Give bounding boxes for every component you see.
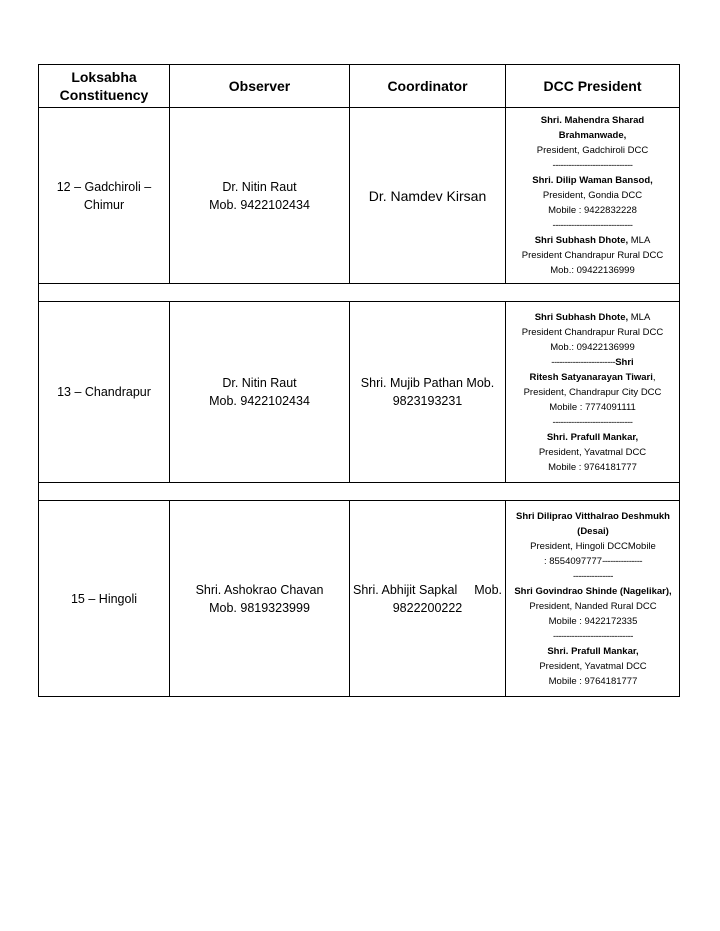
coordinator-name: Shri. Mujib Pathan Mob. 9823193231 [360,376,495,408]
coordinator-name: Dr. Namdev Kirsan [368,187,487,204]
dcc-person-name: Shri. Mahendra Sharad Brahmanwade, [540,115,645,141]
header-dcc-president: DCC President [506,65,680,108]
dcc-person-role: President, Yavatmal DCC [538,446,647,458]
dcc-person-name: Ritesh Satyanarayan Tiwari [529,371,653,383]
dcc-person-role: President, Gadchiroli DCC [536,145,649,156]
observer-name: Dr. Nitin Raut [222,179,297,194]
observers-table [38,64,680,697]
constituency-cell [39,302,170,483]
header-row [39,65,680,108]
separator: ------------------------------ [552,416,633,428]
observer-cell [170,501,350,697]
constituency-text: 12 – Gadchiroli – Chimur [56,179,152,212]
separator: ------------------------------ [552,160,633,171]
table-row [39,108,680,284]
dcc-person-name: Shri. Prafull Mankar, [546,431,639,443]
table-row [39,302,680,483]
dcc-mobile-label: Mobile [627,540,656,552]
dcc-person-mobile: Mobile : 9764181777 [548,461,637,473]
dcc-person-mobile: : 8554097777 [543,555,603,567]
separator: ------------------------------ [553,630,633,642]
dcc-person-name: Shri Subhash Dhote, [534,235,629,246]
header-coordinator: Coordinator [350,65,506,108]
table-row [39,501,680,697]
dcc-person-comma: , [652,371,656,383]
observer-name: Dr. Nitin Raut [222,376,297,390]
dcc-person-mobile: Mobile : 7774091111 [549,401,636,413]
constituency-cell [39,501,170,697]
dcc-person-mobile: Mobile : 9422832228 [548,205,637,216]
dcc-person-mobile: Mobile : 9422172335 [548,615,638,627]
dcc-person-name: Shri Diliprao Vitthalrao Deshmukh (Desai) [516,510,670,537]
dcc-person-role: President, Nanded Rural DCC [529,600,657,612]
dcc-person-name: Shri Subhash Dhote, [534,311,629,323]
separator: --------------- [602,555,643,567]
dcc-president-cell [506,501,680,697]
dcc-person-role: President, Gondia DCC [542,190,643,201]
dcc-person-role: President, Yavatmal DCC [539,660,647,672]
coordinator-cell [350,108,506,284]
coordinator-name: Shri. Abhijit Sapkal [353,582,458,597]
spacer-row [39,483,680,501]
dcc-person-suffix: MLA [628,235,651,246]
observer-cell [170,108,350,284]
dcc-person-mobile: Mob.: 09422136999 [550,341,635,353]
dcc-president-cell [506,302,680,483]
header-observer: Observer [170,65,350,108]
coordinator-cell [350,302,506,483]
observer-name: Shri. Ashokrao Chavan [195,582,324,597]
dcc-person-name: Shri Govindrao Shinde (Nagelikar), [514,585,672,597]
separator: --------------- [573,570,613,582]
coordinator-mobile: 9822200222 [392,600,463,615]
dcc-person-name: Shri. Dilip Waman Bansod, [532,175,653,186]
dcc-person-role: President, Hingoli DCC [530,540,628,552]
dcc-person-role: President Chandrapur Rural DCC [521,250,664,261]
dcc-person-role: President, Chandrapur City DCC [523,386,662,398]
dcc-person-mobile: Mobile : 9764181777 [548,675,638,687]
dcc-person-mobile: Mob.: 09422136999 [550,265,635,276]
dcc-person-title: Shri [615,356,634,368]
constituency-text: 15 – Hingoli [70,591,137,606]
constituency-text: 13 – Chandrapur [57,385,151,399]
observer-mobile: Mob. 9819323999 [209,600,310,615]
dcc-person-suffix: MLA [628,311,651,323]
spacer-row [39,284,680,302]
coordinator-cell [350,501,506,697]
coordinator-mob-label: Mob. [474,582,502,597]
dcc-person-role: President Chandrapur Rural DCC [521,326,664,338]
separator: ------------------------ [551,356,616,368]
observer-mobile: Mob. 9422102434 [209,394,310,408]
header-constituency: Loksabha Constituency [39,65,170,108]
dcc-person-name: Shri. Prafull Mankar, [547,645,639,657]
separator: ------------------------------ [552,220,633,231]
dcc-president-cell [506,108,680,284]
observer-cell [170,302,350,483]
observer-mobile: Mob. 9422102434 [209,197,310,212]
constituency-cell [39,108,170,284]
